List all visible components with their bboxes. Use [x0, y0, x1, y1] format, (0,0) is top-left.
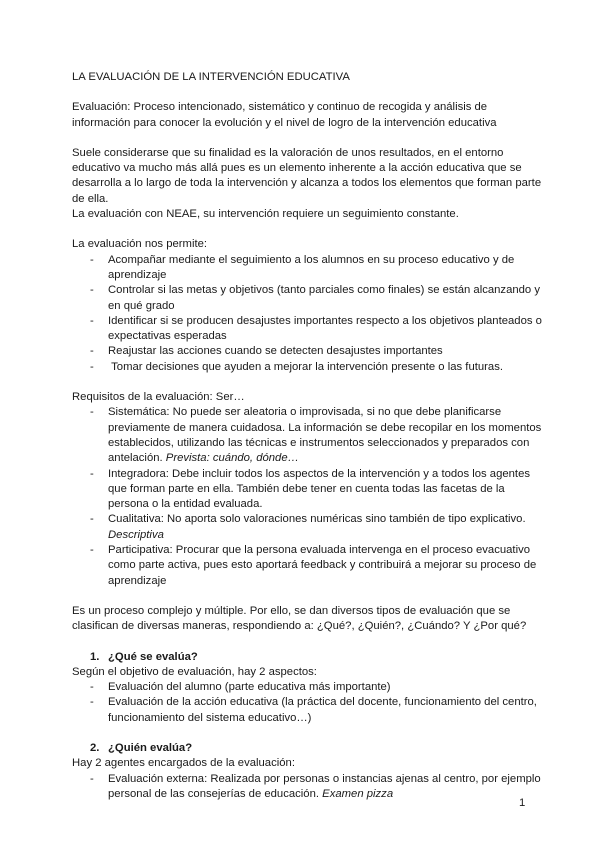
list-item-text: Sistemática: No puede ser aleatoria o improvisada, si no que debe planificarse previamente de manera cuidadosa. La información se debe recopilar en los momentos establecidos, utilizando las técnicas e instrumentos seleccionados y preparados con antelación. [108, 406, 542, 465]
section-number: 2. [90, 741, 100, 754]
section-title: ¿Quién evalúa? [108, 741, 193, 754]
list-item [72, 772, 542, 803]
permits-list [72, 253, 542, 375]
list-item-text: Participativa: Procurar que la persona evaluada intervenga en el proceso evacuativo como parte activa, pues esto aportará feedback y contribuirá a mejorar su proceso de aprendizaje [108, 544, 537, 587]
list-item-text: Tomar decisiones que ayuden a mejorar la intervención presente o las futuras. [108, 360, 503, 373]
permits-intro: La evaluación nos permite: [72, 238, 208, 251]
list-item [72, 253, 542, 284]
section-heading-quien [90, 741, 542, 756]
neae-paragraph: La evaluación con NEAE, su intervención requiere un seguimiento constante. [72, 208, 459, 221]
list-item [72, 543, 542, 589]
list-item-text: Controlar si las metas y objetivos (tanto parciales como finales) se están alcanzando y en qué grado [108, 284, 541, 312]
requirements-list [72, 405, 542, 589]
section-title: ¿Qué se evalúa? [108, 650, 198, 663]
list-item-note: Examen pizza [322, 787, 394, 800]
purpose-paragraph: Suele considerarse que su finalidad es la valoración de unos resultados, en el entorno educativo va mucho más allá pues es un elemento inherente a la acción educativa que se desarrolla a lo largo de toda la intervención y alcanza a todos los elementos que forman parte de ella. [72, 146, 542, 205]
dash-bullet: - [90, 284, 94, 297]
list-item-text: Evaluación del alumno (parte educativa más importante) [108, 681, 391, 694]
definition-paragraph: Evaluación: Proceso intencionado, sistemático y continuo de recogida y análisis de información para conocer la evolución y el nivel de logro de la intervención educativa [72, 101, 497, 129]
section-heading-que [90, 650, 542, 665]
list-item-note: Prevista: cuándo, dónde… [165, 452, 299, 465]
list-item-text: Reajustar las acciones cuando se detecten desajustes importantes [108, 345, 443, 358]
list-item-note: Descriptiva [108, 528, 164, 541]
types-paragraph: Es un proceso complejo y múltiple. Por ello, se dan diversos tipos de evaluación que se clasifican de diversas maneras, respondiendo a: ¿Qué?, ¿Quién?, ¿Cuándo? Y ¿Por qué? [72, 604, 527, 633]
section-intro: Según el objetivo de evaluación, hay 2 aspectos: [72, 665, 317, 678]
requirements-intro: Requisitos de la evaluación: Ser… [72, 391, 245, 404]
dash-bullet: - [90, 467, 94, 480]
dash-bullet: - [90, 314, 94, 327]
list-item-text: Integradora: Debe incluir todos los aspectos de la intervención y a todos los agentes que forman parte en ella. También debe tener en cuenta todas las facetas de la persona o la entidad evaluada. [108, 467, 531, 511]
list-item-text: Cualitativa: No aporta solo valoraciones numéricas sino también de tipo explicativo. [108, 513, 526, 526]
list-item [72, 512, 542, 543]
dash-bullet: - [90, 360, 94, 373]
list-item-text: Evaluación externa: Realizada por personas o instancias ajenas al centro, por ejemplo personal de las consejerías de educación. [108, 772, 541, 800]
page-number: 1 [519, 797, 526, 809]
dash-bullet: - [90, 406, 94, 419]
dash-bullet: - [90, 253, 94, 266]
list-item-text: Identificar si se producen desajustes importantes respecto a los objetivos planteados o expectativas esperadas [108, 314, 542, 343]
document-title: LA EVALUACIÓN DE LA INTERVENCIÓN EDUCATIVA [72, 71, 350, 83]
list-item [72, 405, 542, 466]
section-intro: Hay 2 agentes encargados de la evaluación: [72, 757, 295, 770]
list-item [72, 695, 542, 726]
list-item [72, 314, 542, 345]
list-item [72, 283, 542, 314]
section-number: 1. [90, 650, 100, 663]
dash-bullet: - [90, 513, 94, 526]
dash-bullet: - [90, 681, 94, 694]
document-page [72, 70, 542, 802]
list-item [72, 680, 542, 695]
aspects-list [72, 680, 542, 726]
dash-bullet: - [90, 696, 94, 709]
list-item [72, 344, 542, 359]
dash-bullet: - [90, 345, 94, 358]
agents-list [72, 772, 542, 803]
dash-bullet: - [90, 544, 94, 557]
list-item-text: Evaluación de la acción educativa (la práctica del docente, funcionamiento del centro, funcionamiento del sistema educativo…) [108, 696, 537, 724]
dash-bullet: - [90, 772, 94, 785]
list-item-text: Acompañar mediante el seguimiento a los alumnos en su proceso educativo y de aprendizaje [108, 253, 515, 281]
list-item [72, 467, 542, 513]
list-item [72, 360, 542, 375]
